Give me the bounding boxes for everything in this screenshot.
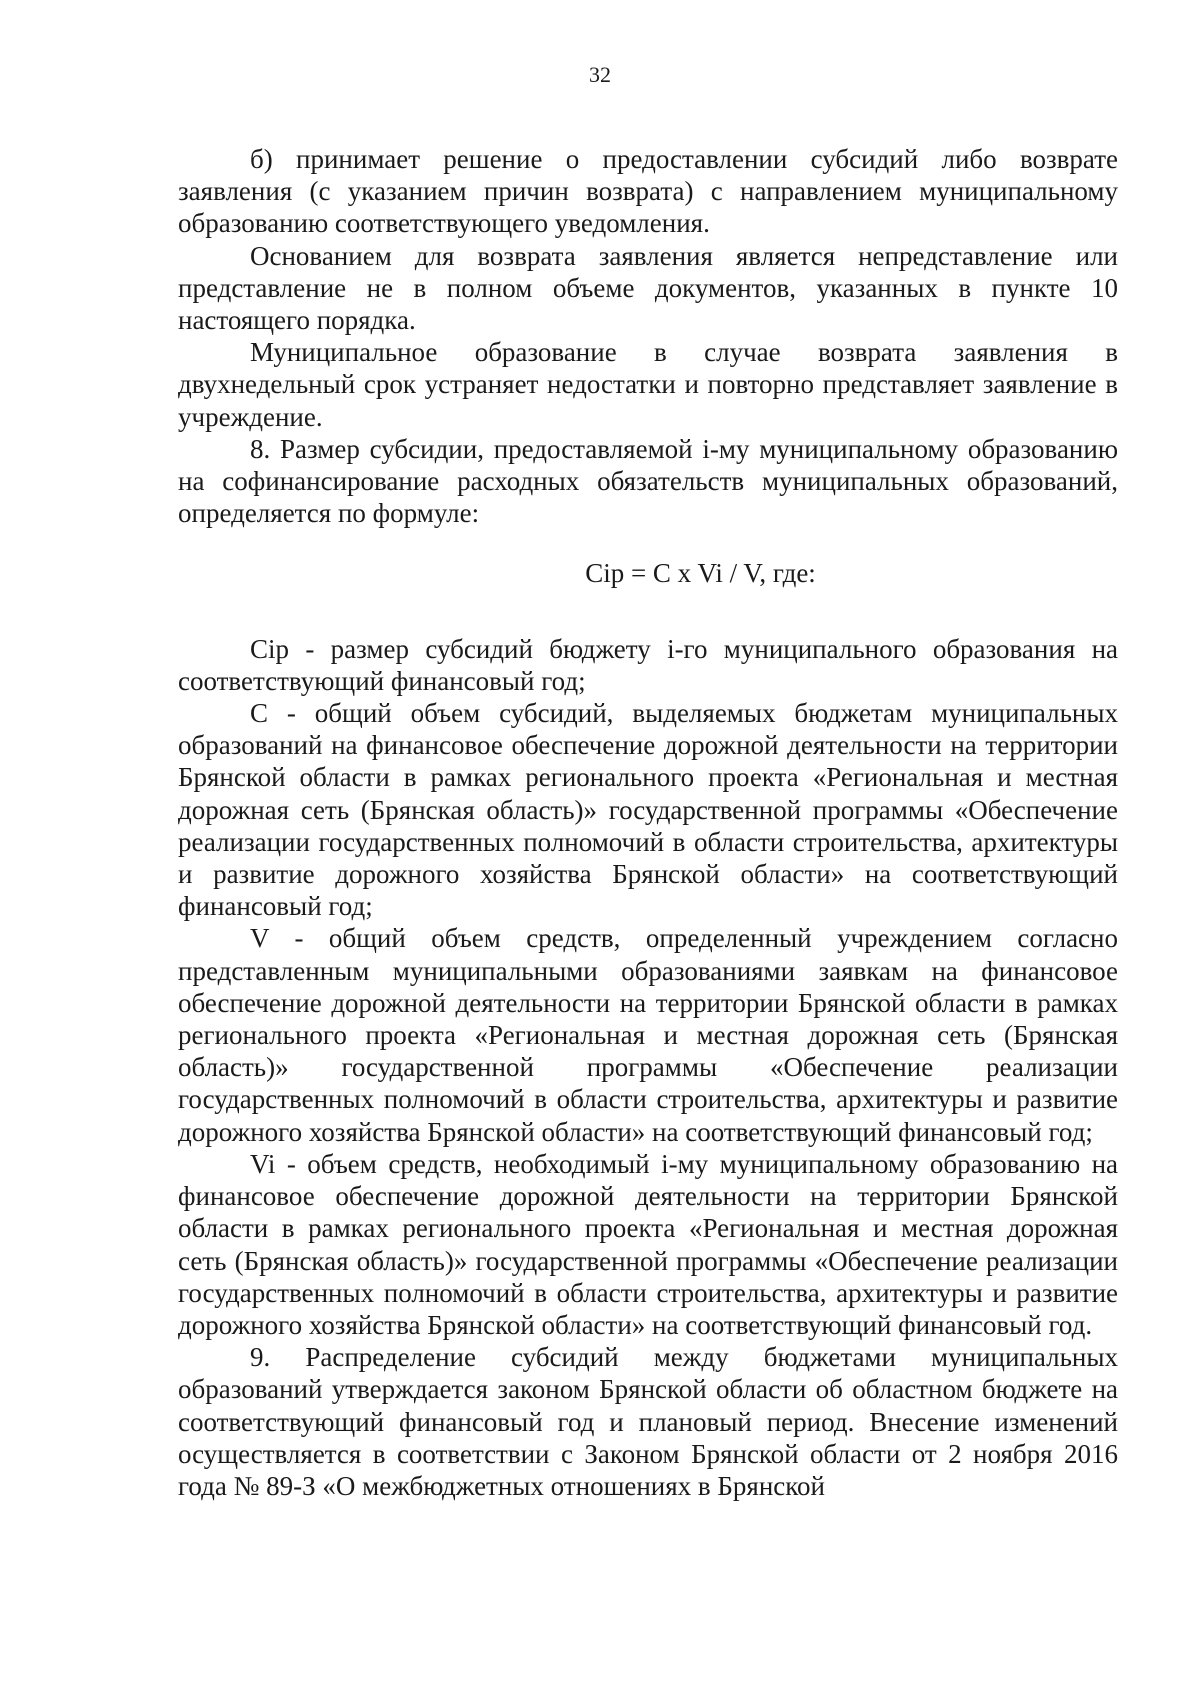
definition-v: V - общий объем средств, определенный учреждением согласно представленным муниципальными образованиями заявкам на финансовое обеспечение дорожной деятельности на территории Брянской области в рамках регионального проекта «Региональная и местная дорожная сеть (Брянская область)» государственной программы «Обеспечение реализации государственных полномочий в области строительства, архитектуры и развитие дорожного хозяйства Брянской области» на соответствующий финансовый год; bbox=[178, 923, 1118, 1147]
paragraph-item-8: 8. Размер субсидии, предоставляемой i-му муниципальному образованию на софинансирование расходных обязательств муниципальных образований, определяется по формуле: bbox=[178, 433, 1118, 529]
definition-cip: Cip - размер субсидий бюджету i-го муниципального образования на соответствующий финансовый год; bbox=[178, 633, 1118, 696]
page-number: 32 bbox=[589, 62, 611, 87]
paragraph-item-9: 9. Распределение субсидий между бюджетами муниципальных образований утверждается законом Брянской области об областном бюджете на соответствующий финансовый год и плановый период. Внесение изменений осуществляется в соответствии с Законом Брянской области от 2 ноября 2016 года № 89-З «О межбюджетных отношениях в Брянской bbox=[178, 1342, 1118, 1501]
definition-c: C - общий объем субсидий, выделяемых бюджетам муниципальных образований на финансовое обеспечение дорожной деятельности на территории Брянской области в рамках регионального проекта «Региональная и местная дорожная сеть (Брянская область)» государственной программы «Обеспечение реализации государственных полномочий в области строительства, архитектуры и развитие дорожного хозяйства Брянской области» на соответствующий финансовый год; bbox=[178, 698, 1118, 922]
document-body bbox=[178, 143, 1118, 1502]
definition-vi: Vi - объем средств, необходимый i-му муниципальному образованию на финансовое обеспечение дорожной деятельности на территории Брянской области в рамках регионального проекта «Региональная и местная дорожная сеть (Брянская область)» государственной программы «Обеспечение реализации государственных полномочий в области строительства, архитектуры и развитие дорожного хозяйства Брянской области» на соответствующий финансовый год. bbox=[178, 1148, 1118, 1340]
paragraph-decision: б) принимает решение о предоставлении субсидий либо возврате заявления (с указанием причин возврата) с направлением муниципальному образованию соответствующего уведомления. bbox=[178, 144, 1118, 239]
subsidy-formula: Cip = C x Vi / V, где: bbox=[585, 558, 816, 589]
paragraph-resubmission: Муниципальное образование в случае возврата заявления в двухнедельный срок устраняет недостатки и повторно представляет заявление в учреждение. bbox=[178, 337, 1118, 432]
paragraph-return-grounds: Основанием для возврата заявления является непредставление или представление не в полном объеме документов, указанных в пункте 10 настоящего порядка. bbox=[178, 240, 1118, 336]
